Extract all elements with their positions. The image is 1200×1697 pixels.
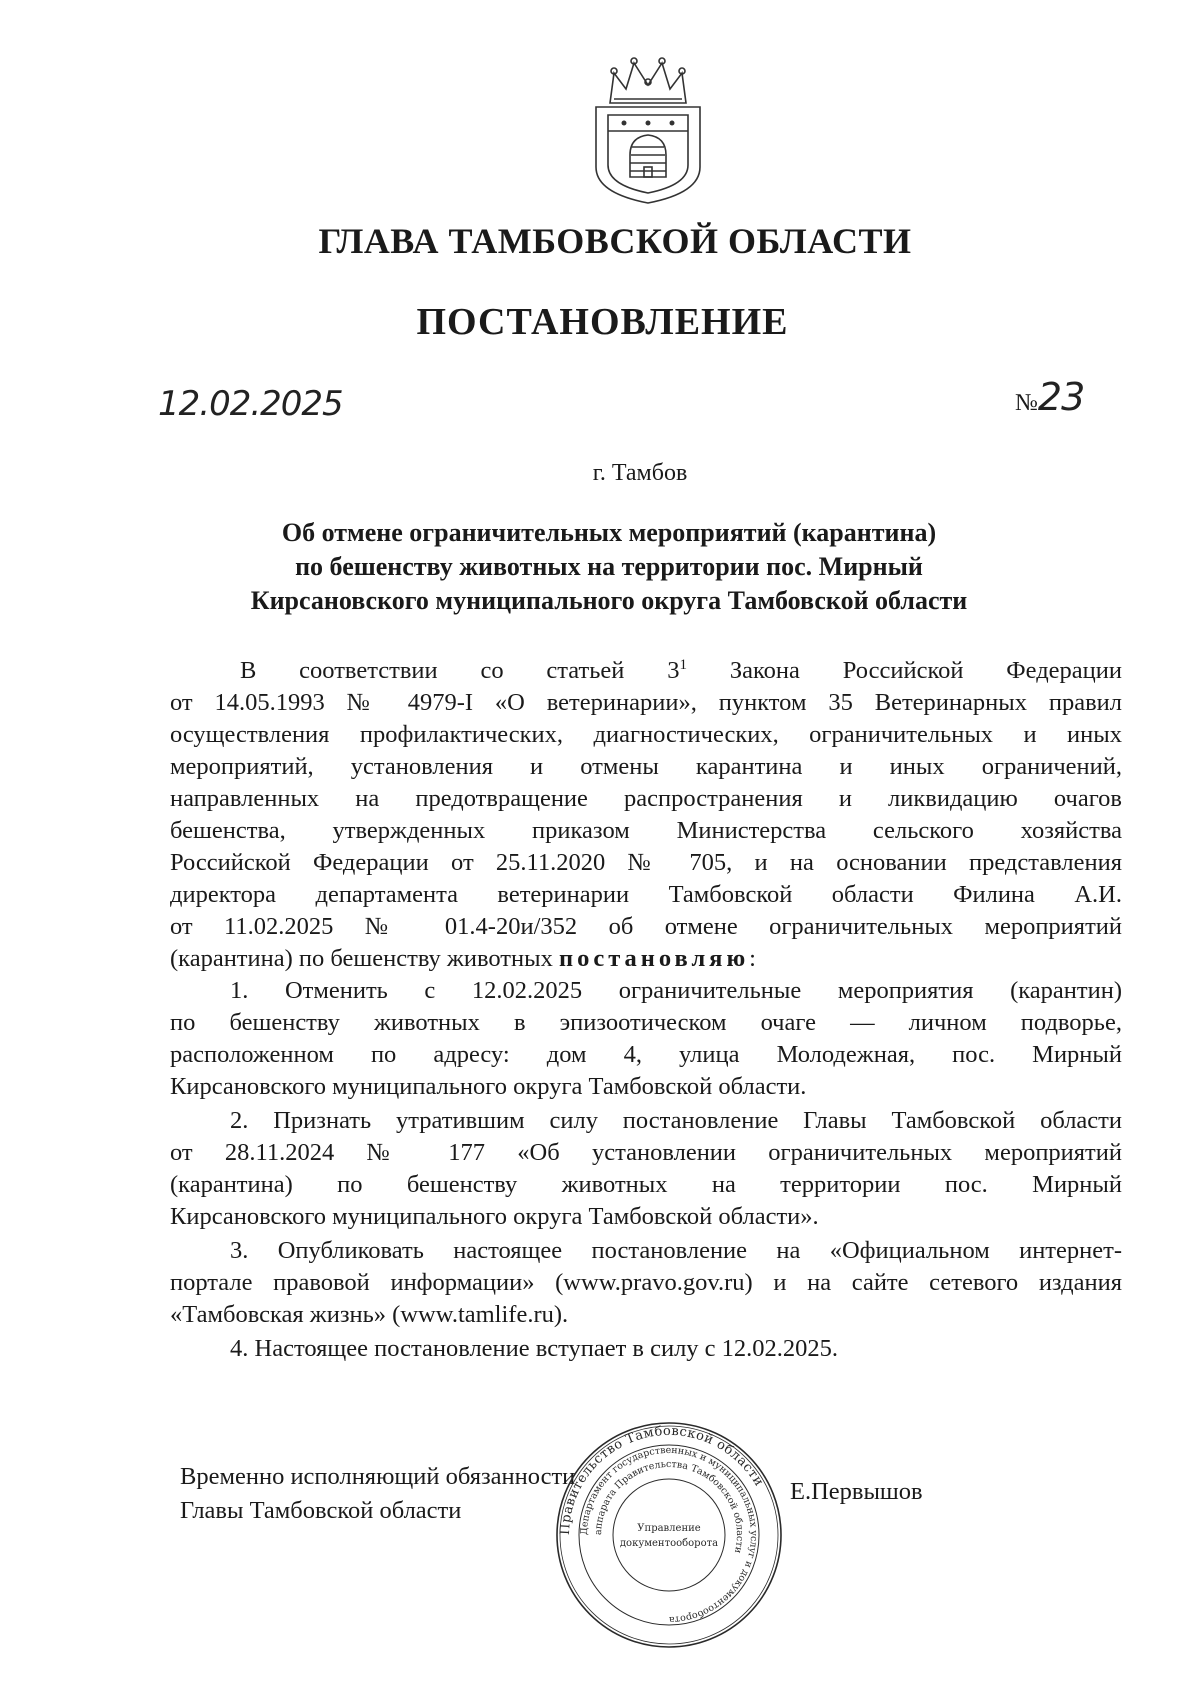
subject-line: по бешенству животных на территории пос. Мирный	[295, 552, 923, 581]
decision-word: постановляю	[558, 945, 750, 972]
item-1-line: по бешенству животных в эпизоотическом очаге — личном подворье,	[170, 1009, 1122, 1036]
item-3-line: портале правовой информации» (www.pravo.gov.ru) и на сайте сетевого издания	[170, 1269, 1122, 1296]
item-1-line: 1. Отменить с 12.02.2025 ограничительные мероприятия (карантин)	[230, 977, 1122, 1004]
preamble-line: направленных на предотвращение распространения и ликвидацию очагов	[170, 785, 1122, 812]
item-4-line: 4. Настоящее постановление вступает в силу с 12.02.2025.	[230, 1335, 839, 1362]
preamble-line: В соответствии со статьей $3^1$ Закона Российской Федерации	[240, 656, 1123, 684]
item-2-line: Кирсановского муниципального округа Тамбовской области».	[170, 1203, 819, 1230]
preamble-line: осуществления профилактических, диагностических, ограничительных и иных	[170, 721, 1122, 748]
item-3-line: «Тамбовская жизнь» (www.tamlife.ru).	[170, 1301, 569, 1328]
preamble-line: бешенства, утвержденных приказом Министерства сельского хозяйства	[170, 817, 1122, 844]
item-2-line: от 28.11.2024 № 177 «Об установлении ограничительных мероприятий	[170, 1139, 1122, 1166]
number-sign: №	[1015, 390, 1038, 416]
document-type: ПОСТАНОВЛЕНИЕ	[416, 301, 789, 343]
item-2-line: (карантина) по бешенству животных на территории пос. Мирный	[170, 1171, 1122, 1198]
svg-text:Департамент государственных и: Департамент государственных и муниципальных услуг и документооборота	[578, 1444, 760, 1626]
preamble-line: (карантина) по бешенству животных постановляю:	[170, 945, 756, 972]
svg-text:Управление: Управление	[637, 1523, 701, 1534]
svg-text:Правительство Тамбовской облас: Правительство Тамбовской области	[557, 1423, 767, 1536]
official-stamp	[554, 1420, 784, 1650]
item-2-line: 2. Признать утратившим силу постановление Главы Тамбовской области	[230, 1107, 1122, 1134]
item-3-line: 3. Опубликовать настоящее постановление на «Официальном интернет-	[230, 1237, 1122, 1264]
city: г. Тамбов	[592, 460, 688, 486]
item-1-line: Кирсановского муниципального округа Тамбовской области.	[170, 1073, 807, 1100]
document-number	[1015, 375, 1084, 419]
document-subject	[0, 516, 1200, 618]
subject-line: Об отмене ограничительных мероприятий (карантина)	[281, 518, 937, 547]
subject-line: Кирсановского муниципального округа Тамбовской области	[250, 586, 968, 615]
issuing-authority: ГЛАВА ТАМБОВСКОЙ ОБЛАСТИ	[318, 221, 912, 261]
coat-of-arms-icon	[590, 55, 706, 205]
item-1-line: расположенном по адресу: дом 4, улица Молодежная, пос. Мирный	[170, 1041, 1122, 1068]
svg-text:документооборота: документооборота	[619, 1538, 719, 1549]
preamble-line: Российской Федерации от 25.11.2020 № 705, и на основании представления	[170, 849, 1122, 876]
preamble-line: от 14.05.1993 № 4979-I «О ветеринарии», пунктом 35 Ветеринарных правил	[170, 689, 1122, 716]
signatory-name: Е.Первышов	[790, 1478, 923, 1505]
document-date: 12.02.2025	[158, 384, 343, 424]
svg-text:аппарата Правительства Тамбовс: аппарата Правительства Тамбовской области	[592, 1458, 746, 1555]
signatory-position: Временно исполняющий обязанности Главы Тамбовской области	[180, 1463, 576, 1524]
number-value: 23	[1037, 375, 1085, 419]
preamble-line: директора департамента ветеринарии Тамбовской области Филина А.И.	[170, 881, 1122, 908]
preamble-line: от 11.02.2025 № 01.4-20и/352 об отмене ограничительных мероприятий	[170, 913, 1122, 940]
preamble-line: мероприятий, установления и отмены карантина и иных ограничений,	[170, 753, 1122, 780]
